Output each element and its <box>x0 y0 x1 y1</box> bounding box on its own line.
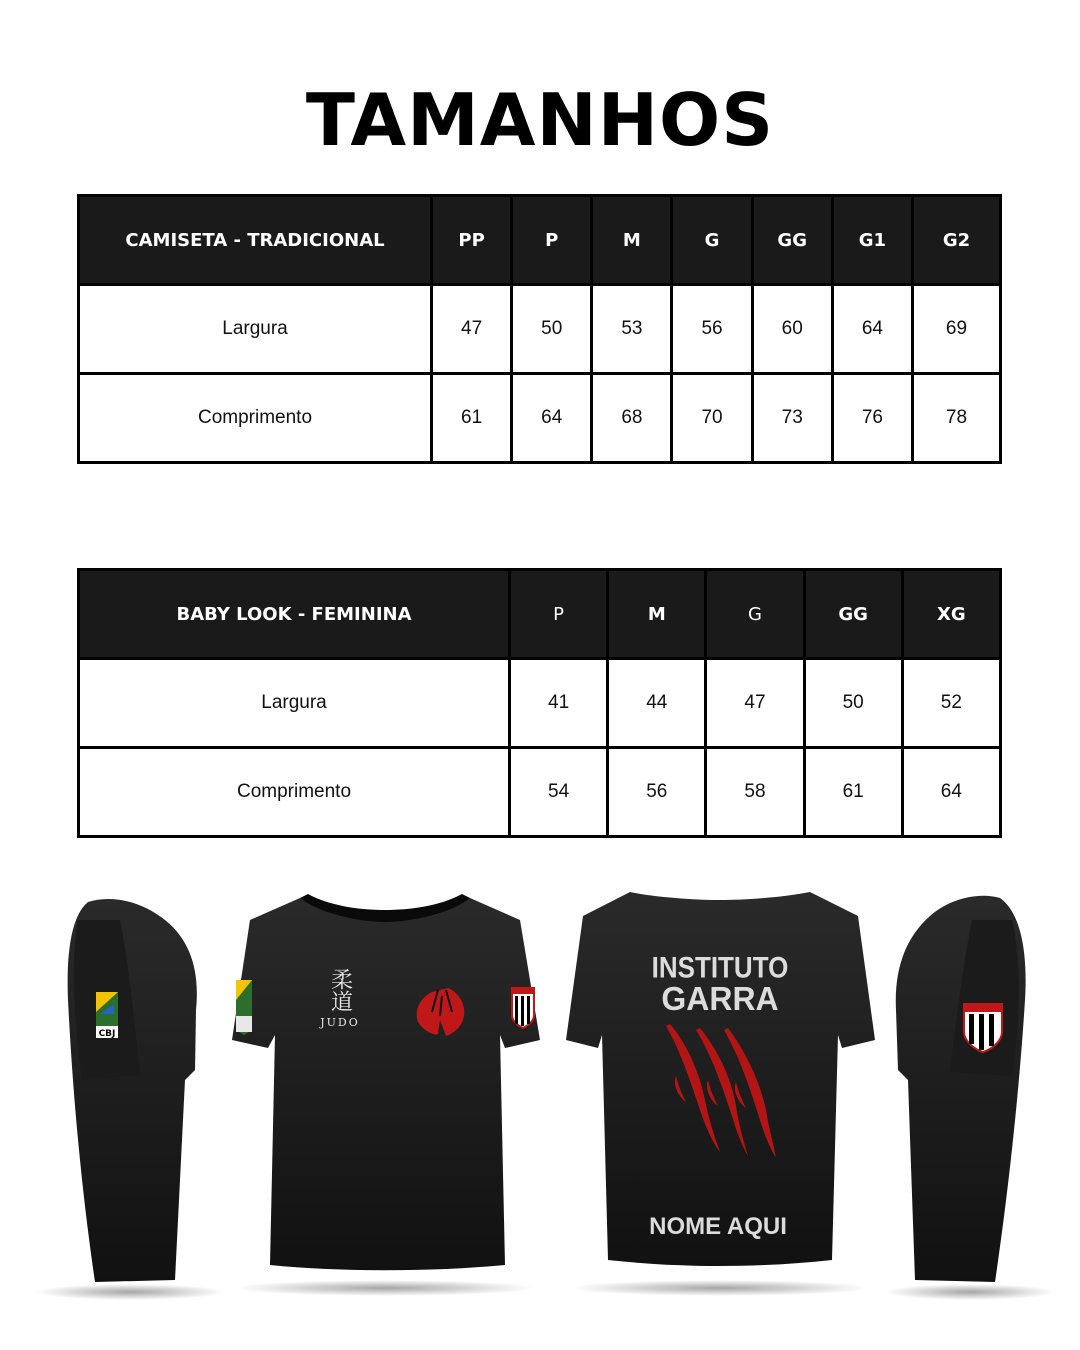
judo-kanji: 柔道 <box>327 968 353 1012</box>
table-cell: 50 <box>804 659 902 748</box>
table-cell: 64 <box>902 748 1000 837</box>
shirt-back <box>566 892 875 1266</box>
table-cell: 64 <box>832 285 912 374</box>
size-table-tradicional <box>77 194 1002 464</box>
table-cell: 68 <box>592 374 672 463</box>
back-title-line1: INSTITUTO <box>651 951 789 985</box>
shirt-right-side <box>896 896 1026 1282</box>
table-header-cell: M <box>608 570 706 659</box>
striped-shield-icon <box>512 988 534 1028</box>
table-header-cell: G1 <box>832 196 912 285</box>
back-title-line2: GARRA <box>661 979 779 1018</box>
size-table-babylook <box>77 568 1002 838</box>
table-cell: 56 <box>608 748 706 837</box>
table-cell: 58 <box>706 748 804 837</box>
page-title: TAMANHOS <box>305 78 775 162</box>
row-label: Comprimento <box>79 748 510 837</box>
table-cell: 47 <box>706 659 804 748</box>
table-cell: 54 <box>510 748 608 837</box>
table-header-cell: GG <box>804 570 902 659</box>
shirts-illustration <box>0 880 1080 1320</box>
table-header-row <box>79 196 1001 285</box>
row-label: Largura <box>79 285 432 374</box>
cbj-badge-icon <box>96 992 118 1039</box>
table-cell: 69 <box>913 285 1001 374</box>
table-cell: 64 <box>512 374 592 463</box>
back-name: NOME AQUI <box>649 1213 787 1240</box>
table-cell: 52 <box>902 659 1000 748</box>
table-cell: 60 <box>752 285 832 374</box>
striped-shield-side-icon <box>964 1004 1002 1052</box>
table-cell: 76 <box>832 374 912 463</box>
table-header-row <box>79 570 1001 659</box>
table-header-cell: P <box>510 570 608 659</box>
table-cell: 61 <box>432 374 512 463</box>
table-cell: 73 <box>752 374 832 463</box>
table-header-cell: G <box>706 570 804 659</box>
table-header-cell: GG <box>752 196 832 285</box>
judo-text: JUDO <box>320 1016 360 1029</box>
table-cell: 56 <box>672 285 752 374</box>
table-cell: 61 <box>804 748 902 837</box>
table-row <box>79 748 1001 837</box>
table-cell: 50 <box>512 285 592 374</box>
table-row <box>79 285 1001 374</box>
table-header-cell: M <box>592 196 672 285</box>
table-cell: 44 <box>608 659 706 748</box>
cbj-badge-text: CBJ <box>98 1029 116 1039</box>
table-header-cell: G2 <box>913 196 1001 285</box>
table-header-cell: CAMISETA - TRADICIONAL <box>79 196 432 285</box>
table-row <box>79 659 1001 748</box>
table-cell: 47 <box>432 285 512 374</box>
table-header-cell: XG <box>902 570 1000 659</box>
table-header-cell: PP <box>432 196 512 285</box>
shirt-left-side <box>68 899 197 1282</box>
table-header-cell: BABY LOOK - FEMININA <box>79 570 510 659</box>
table-cell: 53 <box>592 285 672 374</box>
row-label: Largura <box>79 659 510 748</box>
table-header-cell: G <box>672 196 752 285</box>
table-header-cell: P <box>512 196 592 285</box>
table-cell: 70 <box>672 374 752 463</box>
table-cell: 41 <box>510 659 608 748</box>
row-label: Comprimento <box>79 374 432 463</box>
table-cell: 78 <box>913 374 1001 463</box>
table-row <box>79 374 1001 463</box>
shirt-front <box>232 894 540 1270</box>
